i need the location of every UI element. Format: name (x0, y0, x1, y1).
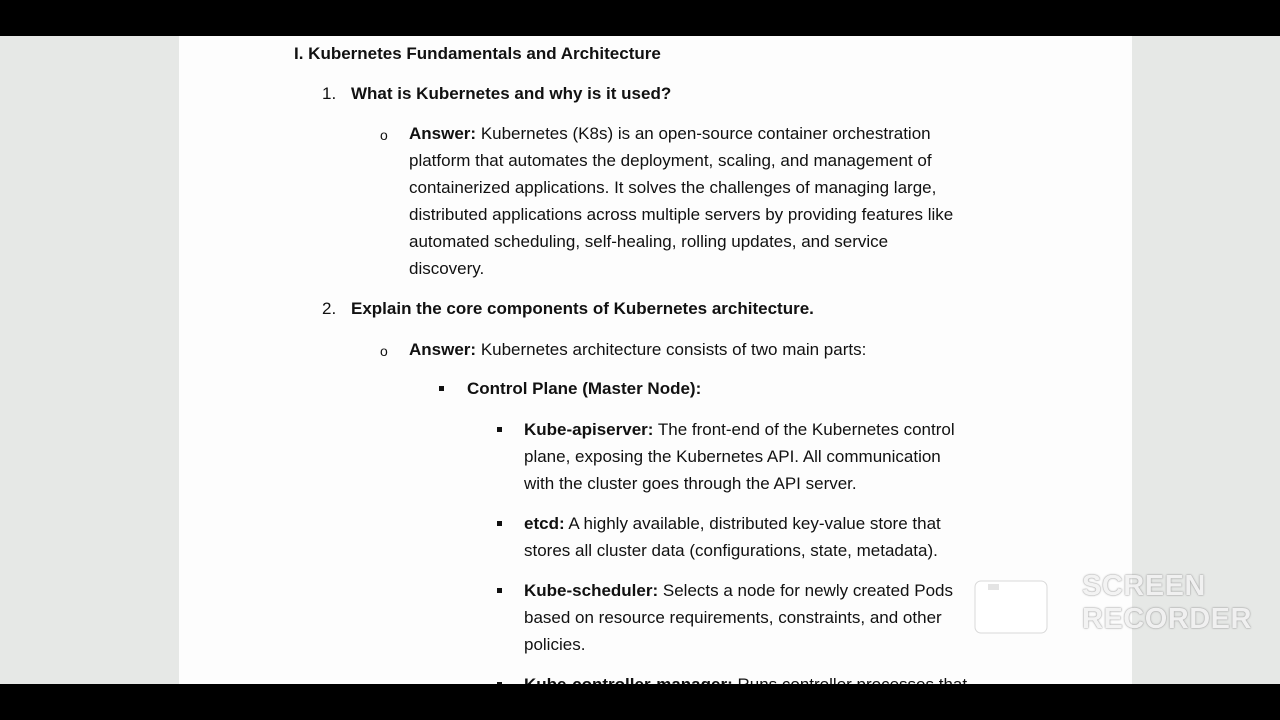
question-number: 1. (322, 84, 337, 103)
question-title: Explain the core components of Kubernetes architecture. (351, 299, 814, 318)
component-kube-apiserver (524, 416, 1024, 497)
square-bullet-icon (439, 386, 444, 391)
letterbox-bottom (0, 684, 1280, 720)
square-bullet-icon (497, 427, 502, 432)
letterbox-top (0, 0, 1280, 36)
watermark-line-1: SCREEN (1082, 570, 1206, 602)
component-name: Kube-apiserver: (524, 420, 654, 439)
video-camera-icon (974, 578, 1049, 636)
answer-line: automated scheduling, self-healing, rolling updates, and service (409, 232, 889, 251)
component-line: plane, exposing the Kubernetes API. All communication (524, 447, 941, 466)
component-name: etcd: (524, 514, 565, 533)
component-line: based on resource requirements, constraints, and other (524, 608, 942, 627)
watermark-line-2: RECORDER (1082, 603, 1252, 635)
subheading-control-plane: Control Plane (Master Node): (467, 379, 702, 398)
component-kube-scheduler (524, 577, 1024, 658)
square-bullet-icon (497, 521, 502, 526)
component-line: A highly available, distributed key-value store that (568, 514, 941, 533)
section-heading: I. Kubernetes Fundamentals and Architecture (294, 44, 661, 63)
hollow-bullet-icon: o (380, 343, 388, 359)
component-line: Selects a node for newly created Pods (662, 581, 953, 600)
question-title: What is Kubernetes and why is it used? (351, 84, 672, 103)
answer-paragraph (409, 336, 1049, 363)
answer-label: Answer: (409, 340, 477, 359)
answer-line: containerized applications. It solves the challenges of managing large, (409, 178, 937, 197)
question-number: 2. (322, 299, 337, 318)
hollow-bullet-icon: o (380, 127, 388, 143)
component-line: The front-end of the Kubernetes control (657, 420, 955, 439)
component-line: with the cluster goes through the API server. (524, 474, 857, 493)
answer-text: Kubernetes architecture consists of two main parts: (480, 340, 867, 359)
component-etcd (524, 510, 1024, 564)
answer-line: discovery. (409, 259, 485, 278)
watermark-text (1082, 570, 1252, 636)
component-line: policies. (524, 635, 586, 654)
component-line: stores all cluster data (configurations, state, metadata). (524, 541, 938, 560)
answer-line: Kubernetes (K8s) is an open-source container orchestration (480, 124, 931, 143)
answer-label: Answer: (409, 124, 477, 143)
square-bullet-icon (497, 588, 502, 593)
answer-paragraph (409, 120, 1049, 282)
answer-line: distributed applications across multiple servers by providing features like (409, 205, 954, 224)
answer-line: platform that automates the deployment, scaling, and management of (409, 151, 932, 170)
screen-recorder-watermark (974, 570, 1252, 640)
component-name: Kube-scheduler: (524, 581, 659, 600)
